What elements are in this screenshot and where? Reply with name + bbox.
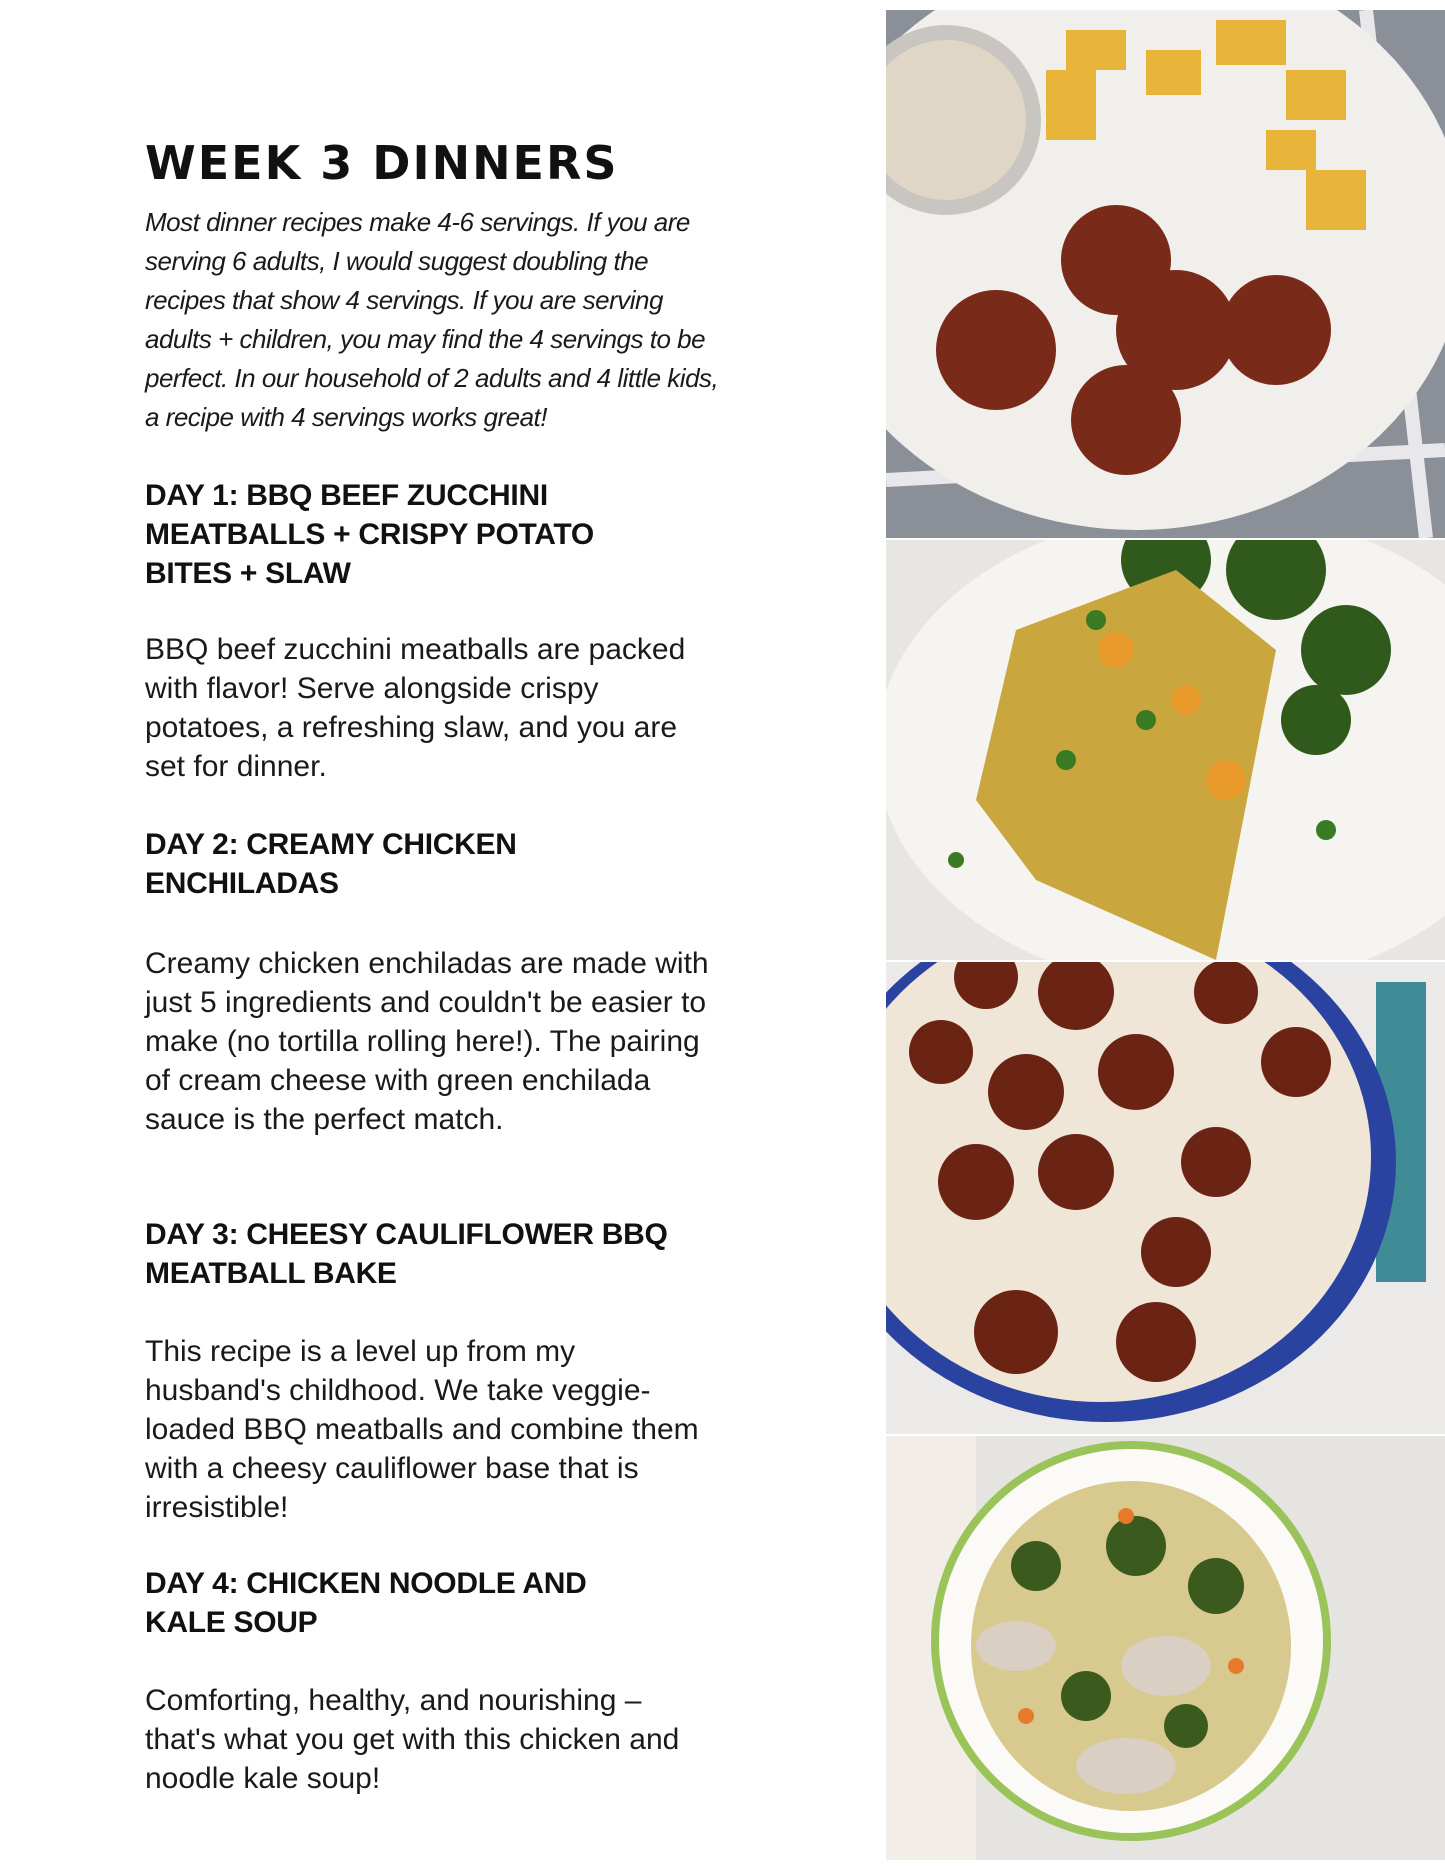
day-4-description: Comforting, healthy, and nourishing – that's what you get with this chicken and noodle kale soup! (145, 1684, 680, 1795)
day-1-heading: DAY 1: BBQ BEEF ZUCCHINI MEATBALLS + CRISPY POTATO BITES + SLAW (145, 479, 594, 590)
day-3-description: This recipe is a level up from my husband's childhood. We take veggie-loaded BBQ meatballs and combine them with a cheesy cauliflower base that is irresistible! (145, 1335, 699, 1524)
day-2-description: Creamy chicken enchiladas are made with just 5 ingredients and couldn't be easier to make (no tortilla rolling here!). The pairing of cream cheese with green enchilada sauce is the perfect match. (145, 947, 709, 1136)
intro-text: Most dinner recipes make 4-6 servings. If you are serving 6 adults, I would suggest doubling the recipes that show 4 servings. If you are serving adults + children, you may find the 4 servings to be perfect. In our household of 2 adults and 4 little kids, a recipe with 4 servings works great! (145, 207, 719, 432)
page-title: WEEK 3 DINNERS (145, 136, 619, 190)
meatballs-potatoes-photo (886, 10, 1445, 538)
cauliflower-meatball-bake-photo (886, 962, 1445, 1434)
day-1-description: BBQ beef zucchini meatballs are packed with flavor! Serve alongside crispy potatoes, a refreshing slaw, and you are set for dinner. (145, 633, 686, 783)
chicken-noodle-kale-soup-photo (886, 1436, 1445, 1860)
chicken-enchiladas-photo (886, 540, 1445, 960)
day-3-heading: DAY 3: CHEESY CAULIFLOWER BBQ MEATBALL BAKE (145, 1218, 668, 1290)
day-4-heading: DAY 4: CHICKEN NOODLE AND KALE SOUP (145, 1567, 587, 1639)
day-2-heading: DAY 2: CREAMY CHICKEN ENCHILADAS (145, 828, 517, 900)
